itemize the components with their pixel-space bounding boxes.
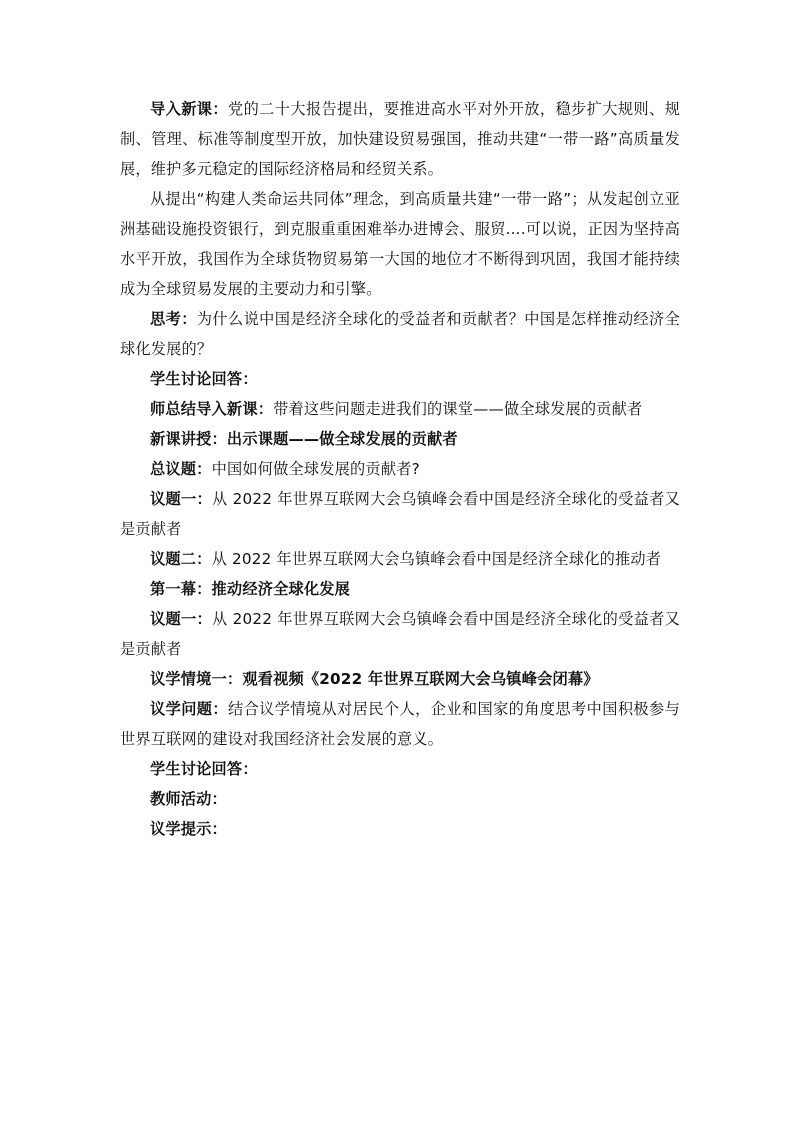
paragraph-text: 从 2022 年世界互联网大会乌镇峰会看中国是经济全球化的推动者 [211, 550, 662, 568]
paragraph-lead: 议学情境一：观看视频《2022 年世界互联网大会乌镇峰会闭幕》 [150, 670, 599, 688]
document-body [120, 94, 680, 844]
paragraph-scenario-one [120, 664, 680, 694]
paragraph-student-answer-2 [120, 754, 680, 784]
paragraph-lead: 学生讨论回答： [150, 760, 258, 778]
paragraph-lead: 导入新课： [150, 100, 228, 118]
paragraph-lead: 议题一： [150, 490, 212, 508]
paragraph-topic-one-repeat [120, 604, 680, 664]
paragraph-new-lesson [120, 424, 680, 454]
paragraph-lead: 思考： [150, 310, 197, 328]
paragraph-think [120, 304, 680, 364]
paragraph-text: 中国如何做全球发展的贡献者? [211, 460, 420, 478]
paragraph-teacher-summary [120, 394, 680, 424]
paragraph-hint [120, 814, 680, 844]
paragraph-teacher-activity [120, 784, 680, 814]
paragraph-lead: 学生讨论回答： [150, 370, 258, 388]
paragraph-text: 带着这些问题走进我们的课堂——做全球发展的贡献者 [273, 400, 643, 418]
paragraph-context [120, 184, 680, 304]
paragraph-intro [120, 94, 680, 184]
paragraph-lead: 第一幕：推动经济全球化发展 [150, 580, 351, 598]
paragraph-lead: 新课讲授：出示课题——做全球发展的贡献者 [150, 430, 458, 448]
paragraph-student-answer [120, 364, 680, 394]
paragraph-act-one [120, 574, 680, 604]
paragraph-lead: 议题二： [150, 550, 212, 568]
paragraph-lead: 教师活动： [150, 790, 227, 808]
paragraph-text: 为什么说中国是经济全球化的受益者和贡献者？中国是怎样推动经济全球化发展的？ [120, 310, 681, 358]
paragraph-topic-two [120, 544, 680, 574]
paragraph-lead: 总议题： [150, 460, 212, 478]
paragraph-text: 从 2022 年世界互联网大会乌镇峰会看中国是经济全球化的受益者又是贡献者 [120, 610, 680, 658]
paragraph-topic-one [120, 484, 680, 544]
paragraph-text: 结合议学情境从对居民个人，企业和国家的角度思考中国积极参与世界互联网的建设对我国经济社会发展的意义。 [120, 700, 681, 748]
paragraph-question [120, 694, 680, 754]
paragraph-lead: 议学提示： [150, 820, 227, 838]
paragraph-text: 从提出“构建人类命运共同体”理念，到高质量共建“一带一路”；从发起创立亚洲基础设施投资银行，到克服重重困难举办进博会、服贸....可以说，正因为坚持高水平开放，我国作为全球货物贸易第一大国的地位才不断得到巩固，我国才能持续成为全球贸易发展的主要动力和引擎。 [120, 190, 680, 298]
paragraph-text: 党的二十大报告提出，要推进高水平对外开放，稳步扩大规则、规制、管理、标准等制度型开放，加快建设贸易强国，推动共建“一带一路”高质量发展，维护多元稳定的国际经济格局和经贸关系。 [120, 100, 681, 178]
paragraph-lead: 议题一： [150, 610, 212, 628]
paragraph-main-topic [120, 454, 680, 484]
paragraph-lead: 议学问题： [150, 700, 228, 718]
paragraph-lead: 师总结导入新课： [150, 400, 274, 418]
paragraph-text: 从 2022 年世界互联网大会乌镇峰会看中国是经济全球化的受益者又是贡献者 [120, 490, 680, 538]
